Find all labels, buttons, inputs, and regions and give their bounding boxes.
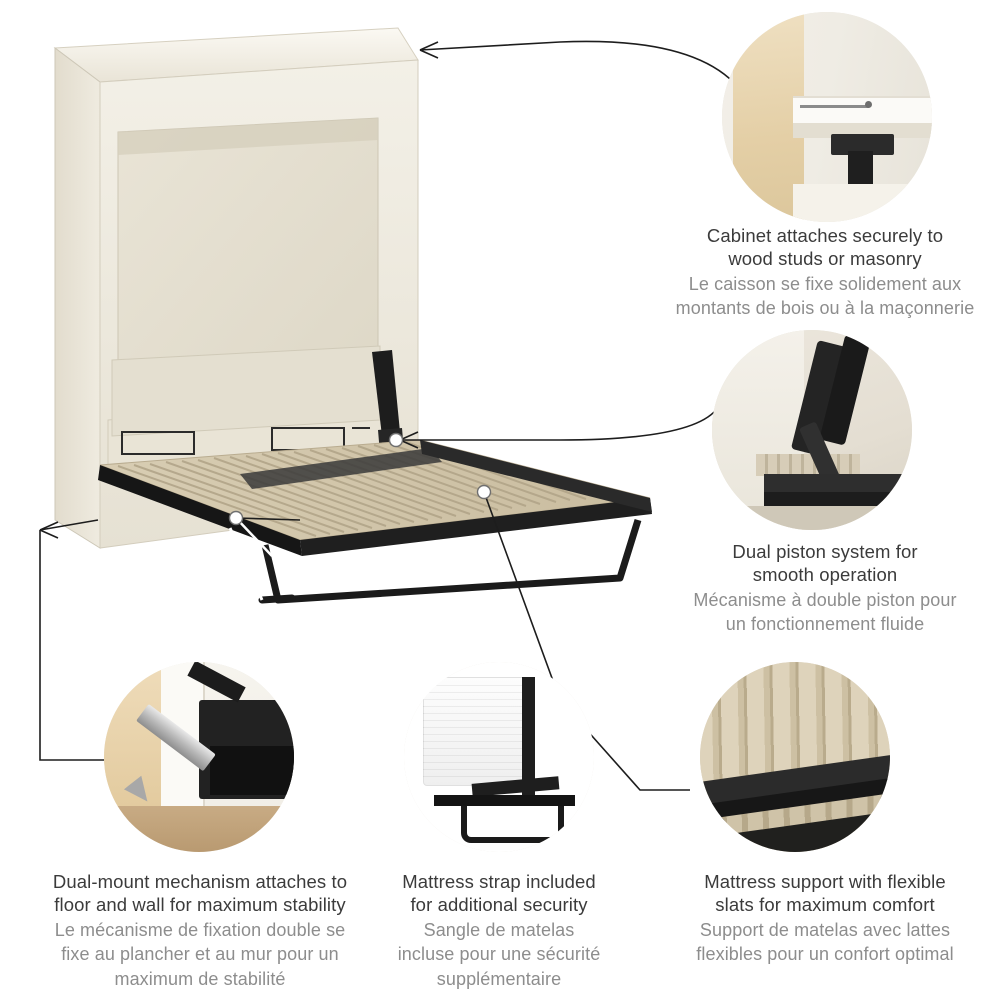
callout-dual-piston-text (660, 540, 990, 636)
mattress-strap-photo (404, 662, 594, 852)
callout-cabinet-attach-fr-2: montants de bois ou à la maçonnerie (675, 298, 975, 319)
callout-dual-mount-en-1: Dual-mount mechanism attaches to (52, 871, 348, 892)
callout-mattress-support-text (660, 870, 990, 966)
cabinet-attachment-photo (722, 12, 932, 222)
callout-dual-piston-en-1: Dual piston system for (732, 541, 918, 562)
dual-piston-photo (712, 330, 912, 530)
callout-dual-mount-fr-2: fixe au plancher et au mur pour un (61, 944, 339, 965)
mattress-slats-photo (700, 662, 890, 852)
callout-dual-piston-en-2: smooth operation (752, 564, 898, 586)
callout-dual-piston-fr-1: Mécanisme à double piston pour (693, 589, 957, 610)
callout-dual-mount-text (10, 870, 390, 991)
callout-cabinet-attach-en-2: wood studs or masonry (728, 248, 922, 270)
callout-cabinet-attach-en-1: Cabinet attaches securely to (706, 225, 944, 246)
callout-mattress-support-en-1: Mattress support with flexible (704, 871, 946, 892)
callout-cabinet-attach-text (650, 224, 1000, 320)
callout-mattress-strap-en-1: Mattress strap included (402, 871, 596, 892)
callout-dual-mount-fr-1: Le mécanisme de fixation double se (54, 919, 346, 940)
callout-cabinet-attach-fr-1: Le caisson se fixe solidement aux (688, 273, 962, 294)
callout-mattress-strap-fr-2: incluse pour une sécurité (397, 944, 601, 965)
callout-mattress-strap-text (379, 870, 619, 991)
callout-dual-mount-fr-3: maximum de stabilité (114, 968, 286, 989)
callout-mattress-support-fr-1: Support de matelas avec lattes (699, 919, 951, 940)
callout-dual-mount-en-2: floor and wall for maximum stability (54, 894, 346, 916)
callout-mattress-strap-fr-1: Sangle de matelas (423, 919, 575, 940)
dual-mount-photo (104, 662, 294, 852)
callout-mattress-support-fr-2: flexibles pour un confort optimal (696, 944, 954, 965)
callout-dual-piston-fr-2: un fonctionnement fluide (725, 614, 925, 635)
callout-mattress-support-en-2: slats for maximum comfort (715, 894, 935, 916)
callout-mattress-strap-fr-3: supplémentaire (436, 968, 562, 989)
callout-mattress-strap-en-2: for additional security (410, 894, 588, 916)
